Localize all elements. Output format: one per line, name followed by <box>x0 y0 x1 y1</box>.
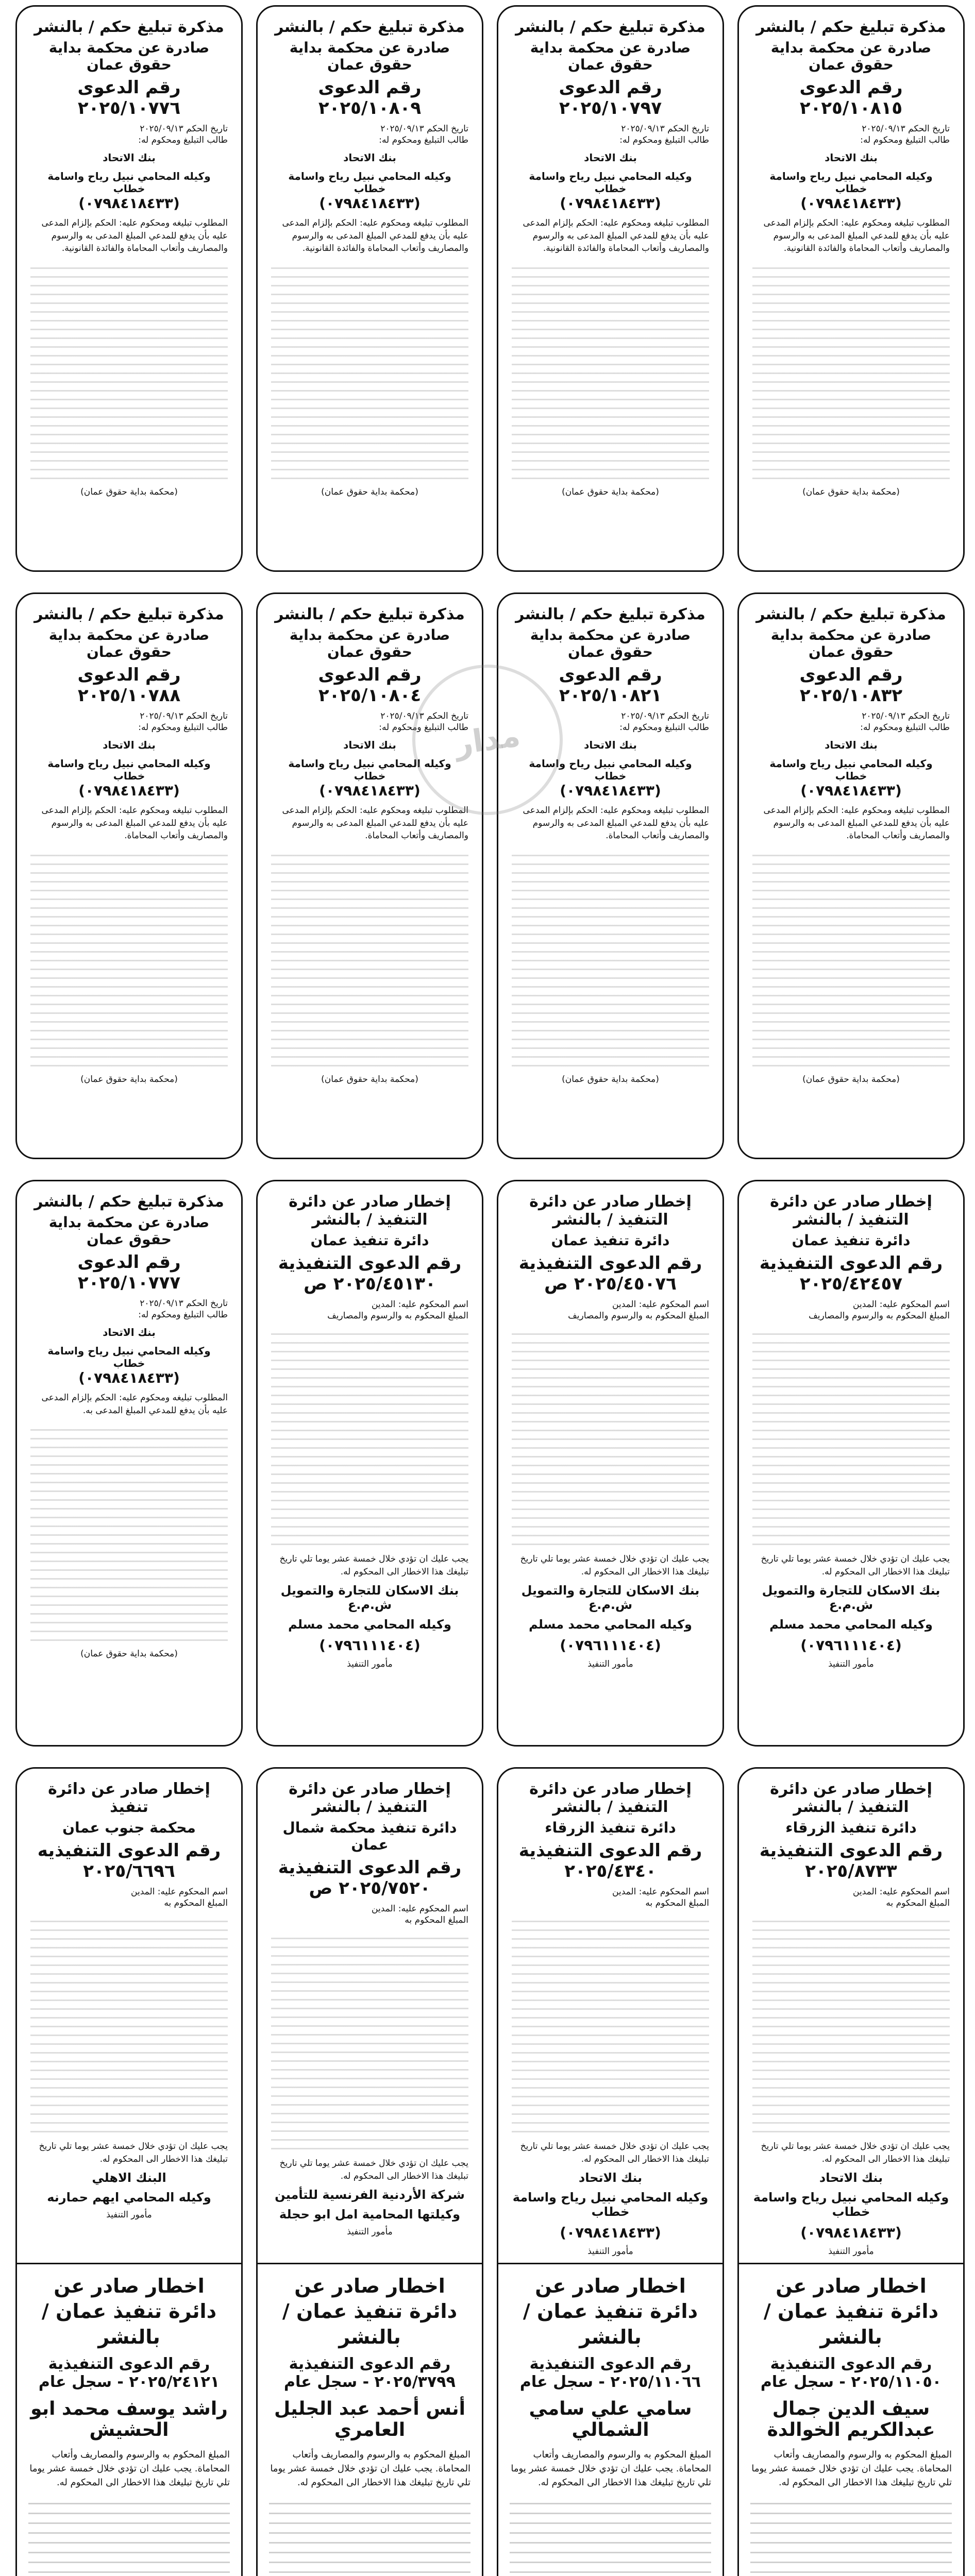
notice-footer: مأمور التنفيذ <box>828 1659 874 1670</box>
notice-footer: مأمور التنفيذ <box>587 2246 633 2257</box>
court-name: صادرة عن محكمة بداية حقوق عمان <box>770 39 932 73</box>
notice-body: المطلوب تبليغه ومحكوم عليه: الحكم بإلزام المدعى عليه بأن يدفع للمدعي المبلغ المدعى به والرسوم والمصاريف وأتعاب المحاماة والفائدة القانونية. <box>523 218 709 254</box>
notice-card <box>15 592 243 1159</box>
case-number: رقم الدعوى التنفيذية ٢٠٢٥/٣٧٩٩ - سجل عام <box>284 2355 456 2392</box>
case-number: رقم الدعوى ٢٠٢٥/١٠٨٠٤ <box>318 665 422 706</box>
notice-footer: (محكمة بداية حقوق عمان) <box>321 1074 418 1084</box>
case-number: رقم الدعوى ٢٠٢٥/١٠٧٧٧ <box>77 1252 181 1293</box>
notice-body: المطلوب تبليغه ومحكوم عليه: الحكم بإلزام المدعى عليه بأن يدفع للمدعي المبلغ المدعى به والرسوم والمصاريف وأتعاب المحاماة. <box>763 805 950 841</box>
notice-card <box>256 1180 483 1747</box>
notice-box <box>15 2263 243 2576</box>
notice-kind: مذكرة تبليغ حكم / بالنشر <box>275 605 465 623</box>
notice-body: المطلوب تبليغه ومحكوم عليه: الحكم بإلزام المدعى عليه بأن يدفع للمدعي المبلغ المدعى به والرسوم والمصاريف وأتعاب المحاماة. <box>282 805 468 841</box>
phone-number: (٠٧٩٨٤١٨٤٣٣) <box>800 2224 902 2242</box>
case-number: رقم الدعوى التنفيذية ٢٠٢٥/١١٠٦٦ - سجل عام <box>519 2355 701 2392</box>
plaintiff-name: بنك الاسكان للتجارة والتمويل ش.م.ع <box>521 1583 700 1613</box>
meta-line: تاريخ الحكم ٢٠٢٥/٠٩/١٣ <box>140 711 228 721</box>
notice-footer: (محكمة بداية حقوق عمان) <box>321 486 418 497</box>
phone-number: (٠٧٩٨٤١٨٤٣٣) <box>800 782 902 799</box>
lawyer-name: وكيله المحامي نبيل رياح واسامة خطاب <box>529 757 692 782</box>
notice-box <box>737 2263 965 2576</box>
meta-line: المبلغ المحكوم به والرسوم والمصاريف <box>327 1311 468 1321</box>
meta-line: تاريخ الحكم ٢٠٢٥/٠٩/١٣ <box>380 124 468 134</box>
notice-footer: (محكمة بداية حقوق عمان) <box>562 486 659 497</box>
case-number: رقم الدعوى التنفيذية ٢٠٢٥/٤٥١٣٠ ص <box>278 1253 462 1294</box>
notice-card <box>737 5 965 572</box>
plaintiff-name: بنك الاتحاد <box>578 2171 643 2185</box>
court-name: صادرة عن محكمة بداية حقوق عمان <box>48 1214 210 1248</box>
meta-line: طالب التبليغ ومحكوم له: <box>619 722 709 733</box>
meta-line: طالب التبليغ ومحكوم له: <box>860 722 950 733</box>
notice-body: المطلوب تبليغه ومحكوم عليه: الحكم بإلزام المدعى عليه بأن يدفع للمدعي المبلغ المدعى به والرسوم والمصاريف وأتعاب المحاماة والفائدة القانونية. <box>282 218 468 254</box>
lawyer-name: وكيله المحامي نبيل رياح واسامة خطاب <box>529 170 692 195</box>
phone-number: (٠٧٩٨٤١٨٤٣٣) <box>78 1369 180 1386</box>
lawyer-name: وكيله المحامي نبيل رياح واسامة خطاب <box>769 757 933 782</box>
case-number: رقم الدعوى ٢٠٢٥/١٠٨١٥ <box>799 77 903 118</box>
lawyer-name: وكيله المحامي ايهم حمارنه <box>47 2190 211 2205</box>
plaintiff-name: بنك الاتحاد <box>103 739 156 751</box>
notice-kind: إخطار صادر عن دائرة التنفيذ / بالنشر <box>529 1193 692 1229</box>
meta-line: اسم المحكوم عليه: المدين <box>372 1904 468 1914</box>
text-lines <box>30 848 228 1069</box>
lawyer-name: وكيله المحامي محمد مسلم <box>288 1617 451 1632</box>
notice-body: المطلوب تبليغه ومحكوم عليه: الحكم بإلزام المدعى عليه بأن يدفع للمدعي المبلغ المدعى به. <box>41 1393 228 1416</box>
meta-line: اسم المحكوم عليه: المدين <box>612 1299 709 1310</box>
phone-number: (٠٧٩٨٤١٨٤٣٣) <box>560 782 661 799</box>
lawyer-name: وكيله المحامي نبيل رياح واسامة خطاب <box>288 757 451 782</box>
notice-footer: (محكمة بداية حقوق عمان) <box>80 1649 178 1659</box>
text-lines <box>752 1913 950 2135</box>
court-name: دائرة تنفيذ الزرقاء <box>785 1819 917 1836</box>
court-name: صادرة عن محكمة بداية حقوق عمان <box>530 626 691 660</box>
case-number: رقم الدعوى التنفيذية ٢٠٢٥/٢٤١٢١ - سجل عام <box>38 2355 220 2392</box>
plaintiff-name: بنك الاسكان للتجارة والتمويل ش.م.ع <box>280 1583 459 1613</box>
notice-card <box>256 5 483 572</box>
text-lines <box>512 848 709 1069</box>
plaintiff-name: شركة الأردنية الفرنسية للتأمين <box>275 2188 465 2202</box>
plaintiff-name: بنك الاتحاد <box>584 739 637 751</box>
lawyer-name: وكيله المحامي محمد مسلم <box>769 1617 933 1632</box>
notice-kind: إخطار صادر عن دائرة التنفيذ / بالنشر <box>289 1780 451 1816</box>
phone-number: (٠٧٩٨٤١٨٤٣٣) <box>560 195 661 212</box>
text-lines <box>271 848 468 1069</box>
meta-line: طالب التبليغ ومحكوم له: <box>619 135 709 145</box>
case-number: رقم الدعوى التنفيذية ٢٠٢٥/٤٥٠٧٦ ص <box>518 1253 702 1294</box>
notice-body: المطلوب تبليغه ومحكوم عليه: الحكم بإلزام المدعى عليه بأن يدفع للمدعي المبلغ المدعى به والرسوم والمصاريف وأتعاب المحاماة. <box>41 805 228 841</box>
text-lines <box>510 2495 711 2576</box>
notice-kind: إخطار صادر عن دائرة تنفيذ <box>48 1780 210 1816</box>
text-lines <box>512 1913 709 2135</box>
notice-kind: اخطار صادر عن دائرة تنفيذ عمان / بالنشر <box>763 2275 939 2348</box>
meta-line: طالب التبليغ ومحكوم له: <box>138 135 228 145</box>
plaintiff-name: البنك الاهلي <box>92 2171 166 2185</box>
text-lines <box>30 1913 228 2135</box>
notice-card <box>497 1767 724 2334</box>
notice-footer: (محكمة بداية حقوق عمان) <box>80 1074 178 1084</box>
court-name: صادرة عن محكمة بداية حقوق عمان <box>289 39 450 73</box>
lawyer-name: وكيلتها المحامية امل ابو حجلة <box>279 2207 461 2222</box>
notice-body: المبلغ المحكوم به والرسوم والمصاريف وأتعاب المحاماة. يجب عليك ان تؤدي خلال خمسة عشر يوما تلي تاريخ تبليغك هذا الاخطار الى المحكوم له. <box>29 2449 230 2488</box>
notice-kind: اخطار صادر عن دائرة تنفيذ عمان / بالنشر <box>41 2275 217 2348</box>
meta-line: تاريخ الحكم ٢٠٢٥/٠٩/١٣ <box>380 711 468 721</box>
notice-kind: مذكرة تبليغ حكم / بالنشر <box>275 18 465 36</box>
notice-body: يجب عليك ان تؤدي خلال خمسة عشر يوما تلي تاريخ تبليغك هذا الاخطار الى المحكوم له. <box>520 1554 709 1577</box>
notice-body: المبلغ المحكوم به والرسوم والمصاريف وأتعاب المحاماة. يجب عليك ان تؤدي خلال خمسة عشر يوما تلي تاريخ تبليغك هذا الاخطار الى المحكوم له. <box>751 2449 952 2488</box>
text-lines <box>512 260 709 482</box>
lawyer-name: وكيله المحامي نبيل رياح واسامة خطاب <box>47 170 211 195</box>
meta-line: طالب التبليغ ومحكوم له: <box>860 135 950 145</box>
court-name: دائرة تنفيذ عمان <box>310 1232 429 1249</box>
meta-line: تاريخ الحكم ٢٠٢٥/٠٩/١٣ <box>862 711 950 721</box>
lawyer-name: وكيله المحامي نبيل رياح واسامة خطاب <box>753 2190 949 2219</box>
text-lines <box>512 1326 709 1548</box>
text-lines <box>271 1930 468 2152</box>
court-name: صادرة عن محكمة بداية حقوق عمان <box>289 626 450 660</box>
notice-kind: مذكرة تبليغ حكم / بالنشر <box>34 18 224 36</box>
notice-kind: إخطار صادر عن دائرة التنفيذ / بالنشر <box>289 1193 451 1229</box>
notice-card <box>15 1767 243 2334</box>
court-name: دائرة تنفيذ محكمة شمال عمان <box>282 1819 457 1853</box>
notice-kind: إخطار صادر عن دائرة التنفيذ / بالنشر <box>770 1193 932 1229</box>
court-name: صادرة عن محكمة بداية حقوق عمان <box>770 626 932 660</box>
meta-line: المبلغ المحكوم به <box>645 1898 709 1908</box>
phone-number: (٠٧٩٨٤١٨٤٣٣) <box>560 2224 661 2242</box>
meta-line: المبلغ المحكوم به والرسوم والمصاريف <box>568 1311 709 1321</box>
notice-body: المطلوب تبليغه ومحكوم عليه: الحكم بإلزام المدعى عليه بأن يدفع للمدعي المبلغ المدعى به والرسوم والمصاريف وأتعاب المحاماة. <box>523 805 709 841</box>
court-name: صادرة عن محكمة بداية حقوق عمان <box>48 626 210 660</box>
text-lines <box>752 260 950 482</box>
case-number: رقم الدعوى ٢٠٢٥/١٠٧٨٨ <box>77 665 181 706</box>
case-number: رقم الدعوى التنفيذية ٢٠٢٥/٨٧٣٣ <box>759 1840 943 1882</box>
case-number: رقم الدعوى ٢٠٢٥/١٠٧٧٦ <box>77 77 181 118</box>
meta-line: طالب التبليغ ومحكوم له: <box>138 722 228 733</box>
meta-line: اسم المحكوم عليه: المدين <box>131 1887 228 1897</box>
notice-footer: (محكمة بداية حقوق عمان) <box>802 486 900 497</box>
notice-footer: مأمور التنفيذ <box>587 1659 633 1670</box>
case-number: رقم الدعوى التنفيذيه ٢٠٢٥/٦٦٩٦ <box>37 1840 221 1882</box>
meta-line: اسم المحكوم عليه: المدين <box>853 1299 950 1310</box>
watermark-logo: مدار <box>402 655 573 825</box>
notice-footer: مأمور التنفيذ <box>347 1659 393 1670</box>
text-lines <box>28 2495 230 2576</box>
meta-line: المبلغ المحكوم به والرسوم والمصاريف <box>809 1311 950 1321</box>
text-lines <box>752 1326 950 1548</box>
phone-number: (٠٧٩٦١١١٤٠٤) <box>319 1637 421 1654</box>
meta-line: المبلغ المحكوم به <box>405 1915 468 1925</box>
plaintiff-name: بنك الاتحاد <box>584 151 637 164</box>
meta-line: تاريخ الحكم ٢٠٢٥/٠٩/١٣ <box>621 124 709 134</box>
notice-footer: مأمور التنفيذ <box>828 2246 874 2257</box>
case-number: رقم الدعوى ٢٠٢٥/١٠٧٩٧ <box>559 77 662 118</box>
plaintiff-name: بنك الاتحاد <box>825 739 878 751</box>
notice-body: يجب عليك ان تؤدي خلال خمسة عشر يوما تلي تاريخ تبليغك هذا الاخطار الى المحكوم له. <box>761 1554 950 1577</box>
text-lines <box>750 2495 952 2576</box>
case-number: رقم الدعوى التنفيذية ٢٠٢٥/٤٢٤٥٧ <box>759 1253 943 1294</box>
notice-kind: اخطار صادر عن دائرة تنفيذ عمان / بالنشر <box>523 2275 698 2348</box>
defendant-name: سيف الدين جمال عبدالكريم الخوالدة <box>767 2398 935 2441</box>
phone-number: (٠٧٩٨٤١٨٤٣٣) <box>78 195 180 212</box>
notice-body: المبلغ المحكوم به والرسوم والمصاريف وأتعاب المحاماة. يجب عليك ان تؤدي خلال خمسة عشر يوما تلي تاريخ تبليغك هذا الاخطار الى المحكوم له. <box>270 2449 470 2488</box>
notice-kind: إخطار صادر عن دائرة التنفيذ / بالنشر <box>770 1780 932 1816</box>
notice-card <box>256 1767 483 2334</box>
case-number: رقم الدعوى ٢٠٢٥/١٠٨٠٩ <box>318 77 422 118</box>
case-number: رقم الدعوى التنفيذية ٢٠٢٥/٤٣٤٠ <box>518 1840 702 1882</box>
lawyer-name: وكيله المحامي نبيل رياح واسامة خطاب <box>47 757 211 782</box>
text-lines <box>30 260 228 482</box>
notice-footer: (محكمة بداية حقوق عمان) <box>802 1074 900 1084</box>
text-lines <box>30 1422 228 1643</box>
notice-kind: إخطار صادر عن دائرة التنفيذ / بالنشر <box>529 1780 692 1816</box>
case-number: رقم الدعوى التنفيذية ٢٠٢٥/٧٥٢٠ ص <box>278 1857 462 1899</box>
defendant-name: راشد يوسف محمد ابو الحشيش <box>30 2398 228 2441</box>
notice-card <box>15 1180 243 1747</box>
court-name: محكمة جنوب عمان <box>62 1819 196 1836</box>
notice-footer: (محكمة بداية حقوق عمان) <box>562 1074 659 1084</box>
lawyer-name: وكيله المحامي نبيل رياح واسامة خطاب <box>288 170 451 195</box>
defendant-name: سامي علي سامي الشمالي <box>529 2398 692 2441</box>
plaintiff-name: بنك الاتحاد <box>103 151 156 164</box>
court-name: دائرة تنفيذ عمان <box>792 1232 911 1249</box>
notice-kind: اخطار صادر عن دائرة تنفيذ عمان / بالنشر <box>282 2275 458 2348</box>
phone-number: (٠٧٩٨٤١٨٤٣٣) <box>319 782 421 799</box>
notice-kind: مذكرة تبليغ حكم / بالنشر <box>34 1193 224 1211</box>
phone-number: (٠٧٩٦١١١٤٠٤) <box>800 1637 902 1654</box>
notice-kind: مذكرة تبليغ حكم / بالنشر <box>515 605 705 623</box>
meta-line: تاريخ الحكم ٢٠٢٥/٠٩/١٣ <box>621 711 709 721</box>
notice-card <box>737 1767 965 2334</box>
text-lines <box>269 2495 470 2576</box>
phone-number: (٠٧٩٨٤١٨٤٣٣) <box>78 782 180 799</box>
text-lines <box>271 260 468 482</box>
notice-body: يجب عليك ان تؤدي خلال خمسة عشر يوما تلي تاريخ تبليغك هذا الاخطار الى المحكوم له. <box>520 2141 709 2164</box>
lawyer-name: وكيله المحامي نبيل رياح واسامة خطاب <box>769 170 933 195</box>
phone-number: (٠٧٩٦١١١٤٠٤) <box>560 1637 661 1654</box>
square-notices-grid <box>15 2263 965 2576</box>
notice-card <box>497 1180 724 1747</box>
notice-kind: مذكرة تبليغ حكم / بالنشر <box>756 605 946 623</box>
plaintiff-name: بنك الاتحاد <box>343 739 396 751</box>
notice-body: يجب عليك ان تؤدي خلال خمسة عشر يوما تلي تاريخ تبليغك هذا الاخطار الى المحكوم له. <box>39 2141 228 2164</box>
plaintiff-name: بنك الاتحاد <box>825 151 878 164</box>
meta-line: اسم المحكوم عليه: المدين <box>612 1887 709 1897</box>
notice-body: يجب عليك ان تؤدي خلال خمسة عشر يوما تلي تاريخ تبليغك هذا الاخطار الى المحكوم له. <box>279 1554 468 1577</box>
lawyer-name: وكيله المحامي نبيل رياح واسامة خطاب <box>512 2190 709 2219</box>
notice-kind: مذكرة تبليغ حكم / بالنشر <box>756 18 946 36</box>
text-lines <box>271 1326 468 1548</box>
phone-number: (٠٧٩٨٤١٨٤٣٣) <box>800 195 902 212</box>
notice-body: يجب عليك ان تؤدي خلال خمسة عشر يوما تلي تاريخ تبليغك هذا الاخطار الى المحكوم له. <box>761 2141 950 2164</box>
meta-line: اسم المحكوم عليه: المدين <box>853 1887 950 1897</box>
case-number: رقم الدعوى التنفيذية ٢٠٢٥/١١٠٥٠ - سجل عام <box>760 2355 942 2392</box>
notice-body: المبلغ المحكوم به والرسوم والمصاريف وأتعاب المحاماة. يجب عليك ان تؤدي خلال خمسة عشر يوما تلي تاريخ تبليغك هذا الاخطار الى المحكوم له. <box>511 2449 711 2488</box>
notice-card <box>737 1180 965 1747</box>
meta-line: تاريخ الحكم ٢٠٢٥/٠٩/١٣ <box>862 124 950 134</box>
court-name: دائرة تنفيذ الزرقاء <box>545 1819 676 1836</box>
lawyer-name: وكيله المحامي محمد مسلم <box>529 1617 692 1632</box>
notice-card <box>15 5 243 572</box>
meta-line: طالب التبليغ ومحكوم له: <box>379 135 468 145</box>
notice-footer: مأمور التنفيذ <box>106 2210 152 2221</box>
rounded-notices-grid <box>15 5 965 2334</box>
notice-kind: مذكرة تبليغ حكم / بالنشر <box>515 18 705 36</box>
court-name: صادرة عن محكمة بداية حقوق عمان <box>530 39 691 73</box>
meta-line: المبلغ المحكوم به <box>886 1898 950 1908</box>
meta-line: طالب التبليغ ومحكوم له: <box>379 722 468 733</box>
case-number: رقم الدعوى ٢٠٢٥/١٠٨٣٢ <box>799 665 903 706</box>
phone-number: (٠٧٩٨٤١٨٤٣٣) <box>319 195 421 212</box>
plaintiff-name: بنك الاتحاد <box>103 1326 156 1338</box>
notice-card <box>497 5 724 572</box>
notice-box <box>497 2263 724 2576</box>
plaintiff-name: بنك الاسكان للتجارة والتمويل ش.م.ع <box>762 1583 940 1613</box>
notice-footer: (محكمة بداية حقوق عمان) <box>80 486 178 497</box>
plaintiff-name: بنك الاتحاد <box>819 2171 883 2185</box>
notice-box <box>256 2263 483 2576</box>
plaintiff-name: بنك الاتحاد <box>343 151 396 164</box>
meta-line: تاريخ الحكم ٢٠٢٥/٠٩/١٣ <box>140 1298 228 1309</box>
meta-line: اسم المحكوم عليه: المدين <box>372 1299 468 1310</box>
meta-line: تاريخ الحكم ٢٠٢٥/٠٩/١٣ <box>140 124 228 134</box>
text-lines <box>752 848 950 1069</box>
defendant-name: أنس أحمد عبد الجليل العامري <box>274 2398 465 2441</box>
notice-body: يجب عليك ان تؤدي خلال خمسة عشر يوما تلي تاريخ تبليغك هذا الاخطار الى المحكوم له. <box>279 2158 468 2181</box>
court-name: صادرة عن محكمة بداية حقوق عمان <box>48 39 210 73</box>
meta-line: المبلغ المحكوم به <box>164 1898 228 1908</box>
notice-card <box>497 592 724 1159</box>
notice-body: المطلوب تبليغه ومحكوم عليه: الحكم بإلزام المدعى عليه بأن يدفع للمدعي المبلغ المدعى به والرسوم والمصاريف وأتعاب المحاماة والفائدة القانونية. <box>41 218 228 254</box>
notice-footer: مأمور التنفيذ <box>347 2227 393 2238</box>
case-number: رقم الدعوى ٢٠٢٥/١٠٨٢١ <box>559 665 662 706</box>
court-name: دائرة تنفيذ عمان <box>551 1232 670 1249</box>
lawyer-name: وكيله المحامي نبيل رياح واسامة خطاب <box>47 1345 211 1369</box>
notice-card <box>737 592 965 1159</box>
meta-line: طالب التبليغ ومحكوم له: <box>138 1310 228 1320</box>
notice-kind: مذكرة تبليغ حكم / بالنشر <box>34 605 224 623</box>
notice-body: المطلوب تبليغه ومحكوم عليه: الحكم بإلزام المدعى عليه بأن يدفع للمدعي المبلغ المدعى به والرسوم والمصاريف وأتعاب المحاماة والفائدة القانونية. <box>763 218 950 254</box>
